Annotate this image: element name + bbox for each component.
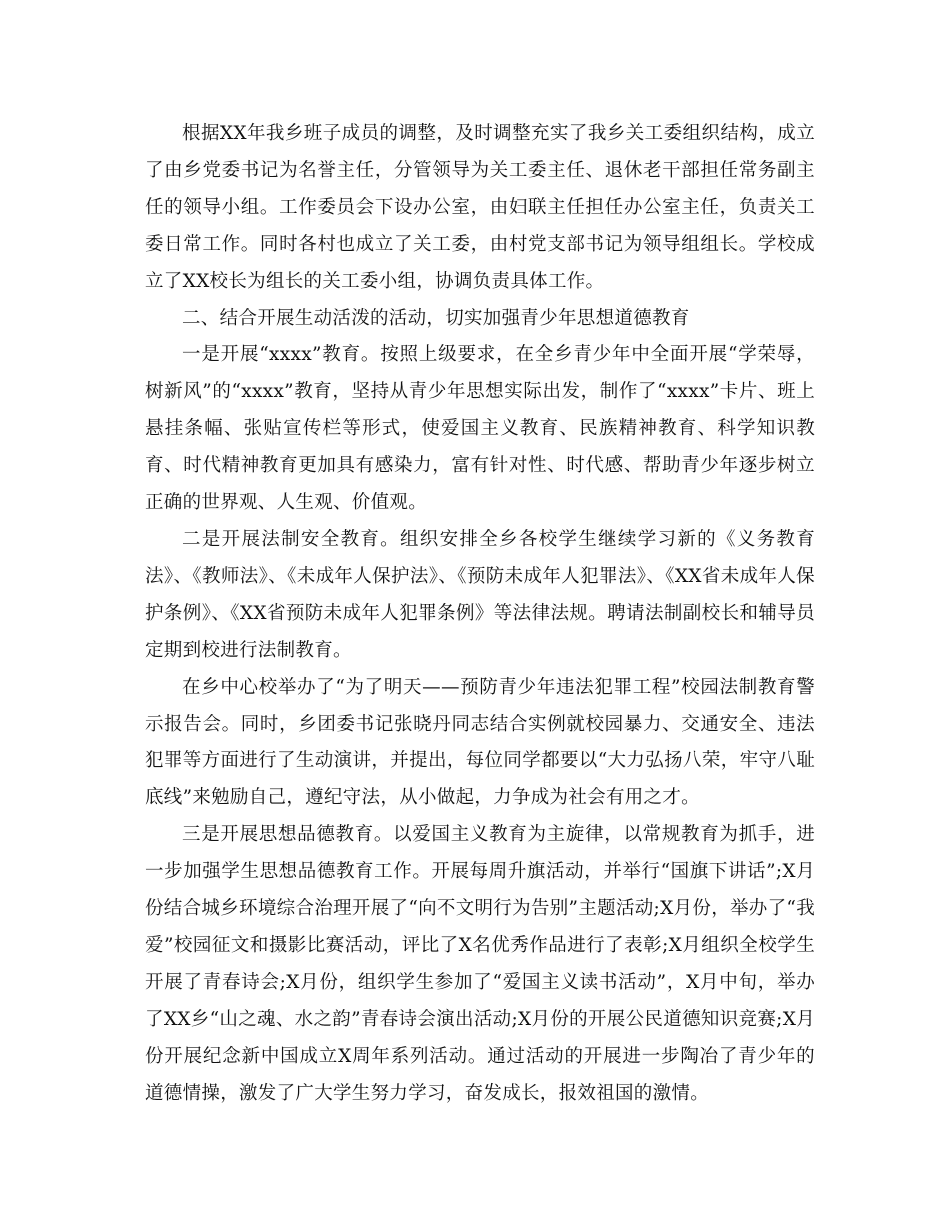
paragraph-moral-education: 三是开展思想品德教育。以爱国主义教育为主旋律，以常规教育为抓手，进一步加强学生思想品德教育工作。开展每周升旗活动，并举行“国旗下讲话”;X月份结合城乡环境综合治理开展了“向不文明行为告别”主题活动;X月份，举办了“我爱”校园征文和摄影比赛活动，评比了X名优秀作品进行了表彰;X月组织全校学生开展了青春诗会;X月份，组织学生参加了“爱国主义读书活动”，X月中旬，举办了XX乡“山之魂、水之韵”青春诗会演出活动;X月份的开展公民道德知识竞赛;X月份开展纪念新中国成立X周年系列活动。通过活动的开展进一步陶冶了青少年的道德情操，激发了广大学生努力学习，奋发成长，报效祖国的激情。 — [145, 824, 815, 1104]
paragraph-xxxx-education: 一是开展“xxxx”教育。按照上级要求，在全乡青少年中全面开展“学荣辱，树新风”的“xxxx”教育，坚持从青少年思想实际出发，制作了“xxxx”卡片、班上悬挂条幅、张贴宣传栏等形式，使爱国主义教育、民族精神教育、科学知识教育、时代精神教育更加具有感染力，富有针对性、时代感、帮助青少年逐步树立正确的世界观、人生观、价值观。 — [145, 344, 815, 514]
document-body — [145, 116, 815, 1112]
section-heading-2: 二、结合开展生动活泼的活动，切实加强青少年思想道德教育 — [182, 307, 690, 329]
paragraph-legal-report: 在乡中心校举办了“为了明天——预防青少年违法犯罪工程”校园法制教育警示报告会。同时，乡团委书记张晓丹同志结合实例就校园暴力、交通安全、违法犯罪等方面进行了生动演讲，并提出，每位同学都要以“大力弘扬八荣，牢守八耻底线”来勉励自己，遵纪守法，从小做起，力争成为社会有用之才。 — [145, 676, 815, 809]
paragraph-organization: 根据XX年我乡班子成员的调整，及时调整充实了我乡关工委组织结构，成立了由乡党委书记为名誉主任，分管领导为关工委主任、退休老干部担任常务副主任的领导小组。工作委员会下设办公室，由妇联主任担任办公室主任，负责关工委日常工作。同时各村也成立了关工委，由村党支部书记为领导组组长。学校成立了XX校长为组长的关工委小组，协调负责具体工作。 — [145, 123, 815, 292]
paragraph-legal-education: 二是开展法制安全教育。组织安排全乡各校学生继续学习新的《义务教育法》、《教师法》、《未成年人保护法》、《预防未成年人犯罪法》、《XX省未成年人保护条例》、《XX省预防未成年人犯罪条例》等法律法规。聘请法制副校长和辅导员定期到校进行法制教育。 — [145, 528, 815, 661]
